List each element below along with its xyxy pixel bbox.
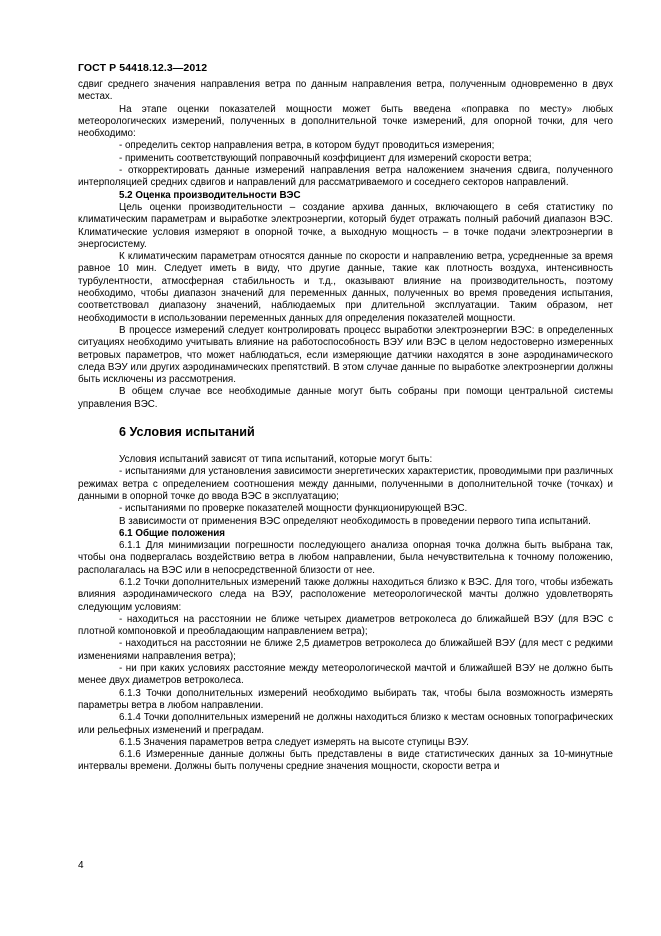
section-heading-5-2: 5.2 Оценка производительности ВЭС	[119, 189, 301, 201]
list-item: - находиться на расстоянии не ближе четырех диаметров ветроколеса до ближайшей ВЭУ (для ВЭС с плотной компоновкой и преобладающим направлением ветра);	[78, 613, 613, 638]
page-content	[78, 79, 613, 774]
paragraph: Цель оценки производительности – создание архива данных, включающего в себя статистику по климатическим параметрам и выработке электроэнергии, который будет отражать полный рабочий диапазон ВЭС. Климатические условия измеряют в опорной точке, а выходную мощность – в точке подачи электроэнергии в энергосистему.	[78, 201, 613, 250]
paragraph: В зависимости от применения ВЭС определяют необходимость в проведении первого типа испытаний.	[119, 515, 591, 527]
clause-6-1-3: 6.1.3 Точки дополнительных измерений необходимо выбирать так, чтобы была возможность измерять параметры ветра в любом направлении.	[78, 687, 613, 711]
clause-6-1-4: 6.1.4 Точки дополнительных измерений не должны находиться близко к местам основных топографических или рельефных изменений и преградам.	[78, 712, 613, 736]
paragraph: сдвиг среднего значения направления ветра по данным направления ветра, полученным одновременно в двух местах.	[78, 79, 613, 103]
list-item: - находиться на расстоянии не ближе 2,5 диаметров ветроколеса до ближайшей ВЭУ (для мест с редкими изменениями направления ветра);	[78, 638, 613, 662]
list-item: - ни при каких условиях расстояние между метеорологической мачтой и ближайшей ВЭУ не должно быть менее двух диаметров ветроколеса.	[78, 663, 613, 687]
paragraph: В общем случае все необходимые данные могут быть собраны при помощи центральной системы управления ВЭС.	[78, 386, 613, 410]
list-item: - испытаниями по проверке показателей мощности функционирующей ВЭС.	[119, 503, 468, 515]
clause-6-1-1: 6.1.1 Для минимизации погрешности последующего анализа опорная точка должна быть выбрана так, чтобы она подвергалась воздействию ветра в любом направлении, была нечувствительна к точному положению, располагалась на ВЭС или в непосредственной близости от нее.	[78, 540, 613, 576]
list-item: - откорректировать данные измерений направления ветра наложением значения сдвига, полученного интерполяцией средних сдвигов и направлений для рассматриваемого и соседнего секторов направлений.	[78, 165, 613, 189]
clause-6-1-2: 6.1.2 Точки дополнительных измерений также должны находиться близко к ВЭС. Для того, чтобы избежать влияния аэродинамического следа на ВЭУ, расположение метеорологической мачты должно удовлетворять следующим условиям:	[78, 576, 613, 613]
section-heading-6-1: 6.1 Общие положения	[119, 527, 226, 539]
page-number: 4	[78, 860, 84, 871]
standard-header: ГОСТ Р 54418.12.3—2012	[78, 62, 208, 74]
paragraph: На этапе оценки показателей мощности может быть введена «поправка по месту» любых метеорологических измерений, полученных в дополнительной точке измерений, для опорной точки, для чего необходимо:	[78, 103, 613, 140]
paragraph: Условия испытаний зависят от типа испытаний, которые могут быть:	[119, 454, 433, 466]
paragraph: К климатическим параметрам относятся данные по скорости и направлению ветра, усредненные за время равное 10 мин. Следует иметь в виду, что другие данные, такие как плотность воздуха, интенсивность турбулентности, атмосферная стабильность и т.д., оказывают влияние на производительность, поэтому необходимо, чтобы диапазон значений для переменных данных, полученных во время проведения испытания, соответствовал диапазону значений, наблюдаемых при длительной эксплуатации. Таким образом, нет необходимости в использовании переменных данных для определения показателей мощности.	[78, 251, 613, 324]
list-item: - определить сектор направления ветра, в котором будут проводиться измерения;	[119, 140, 495, 152]
section-heading-6: 6 Условия испытаний	[119, 425, 255, 440]
clause-6-1-6: 6.1.6 Измеренные данные должны быть представлены в виде статистических данных за 10-минутные интервалы времени. Должны быть получены средние значения мощности, скорости ветра и	[78, 749, 613, 773]
list-item: - испытаниями для установления зависимости энергетических характеристик, проводимыми при различных режимах ветра с определением соотношения между данными, полученными в дополнительной точке (точках) и данными в опорной точке до ввода ВЭС в эксплуатацию;	[78, 466, 613, 502]
paragraph: В процессе измерений следует контролировать процесс выработки электроэнергии ВЭС: в определенных ситуациях необходимо учитывать влияние на работоспособность ВЭУ или ВЭС в целом недостоверно измеренных ветровых параметров, что может наблюдаться, если измеряющие датчики находятся в зоне аэродинамического следа ВЭУ или других аэродинамических препятствий. В этом случае данные по выработке электроэнергии должны быть исключены из рассмотрения.	[78, 324, 613, 386]
clause-6-1-5: 6.1.5 Значения параметров ветра следует измерять на высоте ступицы ВЭУ.	[119, 736, 469, 748]
list-item: - применить соответствующий поправочный коэффициент для измерений скорости ветра;	[119, 152, 532, 164]
